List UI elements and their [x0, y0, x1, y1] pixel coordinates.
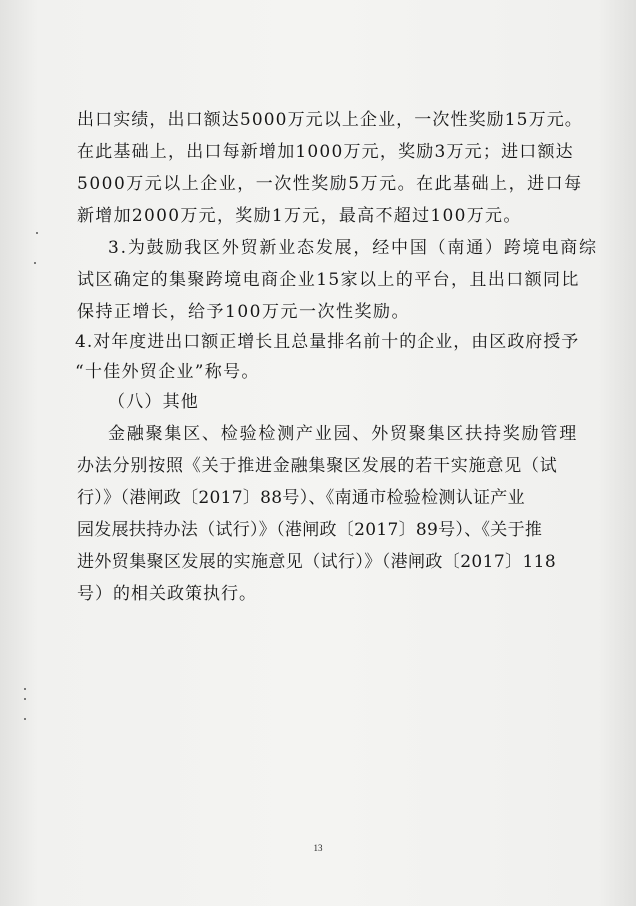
scan-speck	[24, 718, 26, 720]
text-line: 园发展扶持办法（试行）》（港闸政〔2017〕89号）、《关于推	[77, 520, 543, 540]
text-line: 进外贸集聚区发展的实施意见（试行）》（港闸政〔2017〕118	[77, 552, 557, 572]
text-line: 保持正增长，给予100万元一次性奖励。	[77, 302, 410, 322]
scan-speck	[24, 688, 26, 690]
text-line: 办法分别按照《关于推进金融集聚区发展的若干实施意见（试	[77, 456, 558, 476]
text-line: 试区确定的集聚跨境电商企业15家以上的平台，且出口额同比	[77, 270, 580, 290]
scan-speck	[36, 232, 38, 234]
text-line: 行）》（港闸政〔2017〕88号）、《南通市检验检测认证产业	[77, 488, 525, 508]
section-heading: （八）其他	[108, 392, 199, 412]
scan-speck	[34, 262, 36, 264]
text-line: 4.对年度进出口额正增长且总量排名前十的企业，由区政府授予	[75, 332, 580, 352]
text-line: 出口实绩，出口额达5000万元以上企业，一次性奖励15万元。	[77, 110, 583, 130]
text-line: 在此基础上，出口每新增加1000万元，奖励3万元；进口额达	[77, 142, 574, 162]
scan-speck	[24, 698, 26, 700]
text-line: 5000万元以上企业，一次性奖励5万元。在此基础上，进口每	[77, 174, 583, 194]
page-number: 13	[313, 843, 323, 853]
text-line: 3.为鼓励我区外贸新业态发展，经中国（南通）跨境电商综	[108, 238, 598, 258]
text-line: 号）的相关政策执行。	[77, 584, 257, 604]
text-line: 新增加2000万元，奖励1万元，最高不超过100万元。	[77, 206, 522, 226]
text-line: “十佳外贸企业”称号。	[75, 362, 260, 382]
text-line: 金融聚集区、检验检测产业园、外贸聚集区扶持奖励管理	[108, 424, 578, 444]
